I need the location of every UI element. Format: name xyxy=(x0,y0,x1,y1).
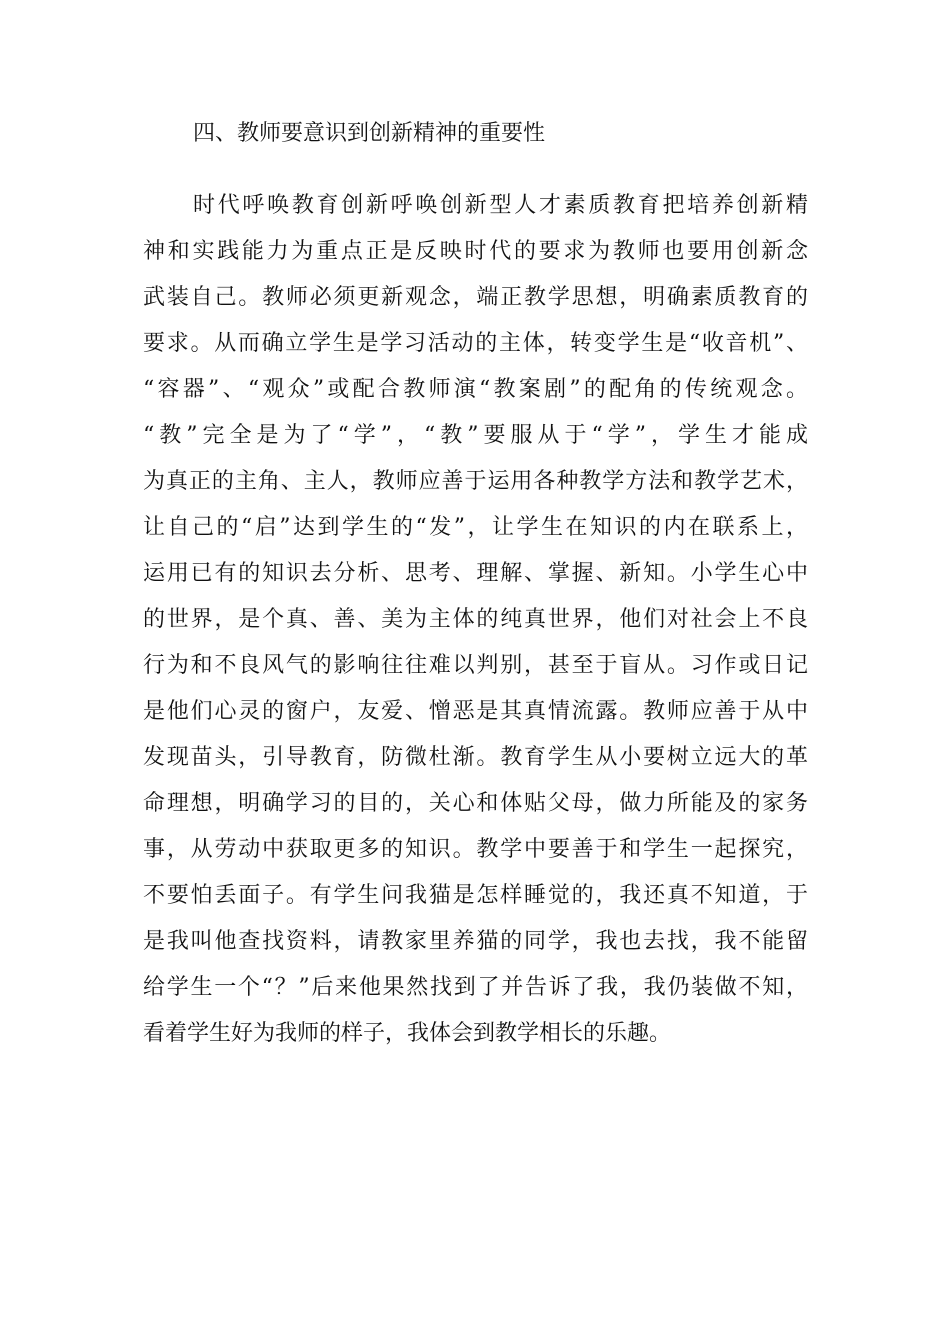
paragraph-line: “教”完全是为了“学”，“教”要服从于“学”，学生才能成 xyxy=(143,423,808,448)
paragraph-line: 不要怕丢面子。有学生问我猫是怎样睡觉的，我还真不知道，于 xyxy=(143,883,808,908)
paragraph-line: 时代呼唤教育创新呼唤创新型人才素质教育把培养创新精 xyxy=(193,193,808,218)
paragraph-line: 命理想，明确学习的目的，关心和体贴父母，做力所能及的家务 xyxy=(143,791,808,816)
paragraph-line: 让自己的“启”达到学生的“发”，让学生在知识的内在联系上， xyxy=(143,515,808,540)
paragraph-line: 要求。从而确立学生是学习活动的主体，转变学生是“收音机”、 xyxy=(143,331,808,356)
paragraph-line: 事，从劳动中获取更多的知识。教学中要善于和学生一起探究， xyxy=(143,837,808,862)
paragraph-line: 行为和不良风气的影响往往难以判别，甚至于盲从。习作或日记 xyxy=(143,653,808,678)
paragraph-line: 发现苗头，引导教育，防微杜渐。教育学生从小要树立远大的革 xyxy=(143,745,808,770)
paragraph-line: 看着学生好为我师的样子，我体会到教学相长的乐趣。 xyxy=(143,1021,672,1046)
paragraph-line: 运用已有的知识去分析、思考、理解、掌握、新知。小学生心中 xyxy=(143,561,808,586)
paragraph-line: “容器”、“观众”或配合教师演“教案剧”的配角的传统观念。 xyxy=(143,377,808,402)
paragraph-line: 给学生一个“？”后来他果然找到了并告诉了我，我仍装做不知， xyxy=(143,975,808,1000)
paragraph-line: 武装自己。教师必须更新观念，端正教学思想，明确素质教育的 xyxy=(143,285,808,310)
paragraph-line: 神和实践能力为重点正是反映时代的要求为教师也要用创新念 xyxy=(143,239,808,264)
paragraph-line: 为真正的主角、主人，教师应善于运用各种教学方法和教学艺术， xyxy=(143,469,808,494)
paragraph-line: 是他们心灵的窗户，友爱、憎恶是其真情流露。教师应善于从中 xyxy=(143,699,808,724)
paragraph-line: 的世界，是个真、善、美为主体的纯真世界，他们对社会上不良 xyxy=(143,607,808,632)
section-heading: 四、教师要意识到创新精神的重要性 xyxy=(193,121,546,146)
paragraph-line: 是我叫他查找资料，请教家里养猫的同学，我也去找，我不能留 xyxy=(143,929,808,954)
